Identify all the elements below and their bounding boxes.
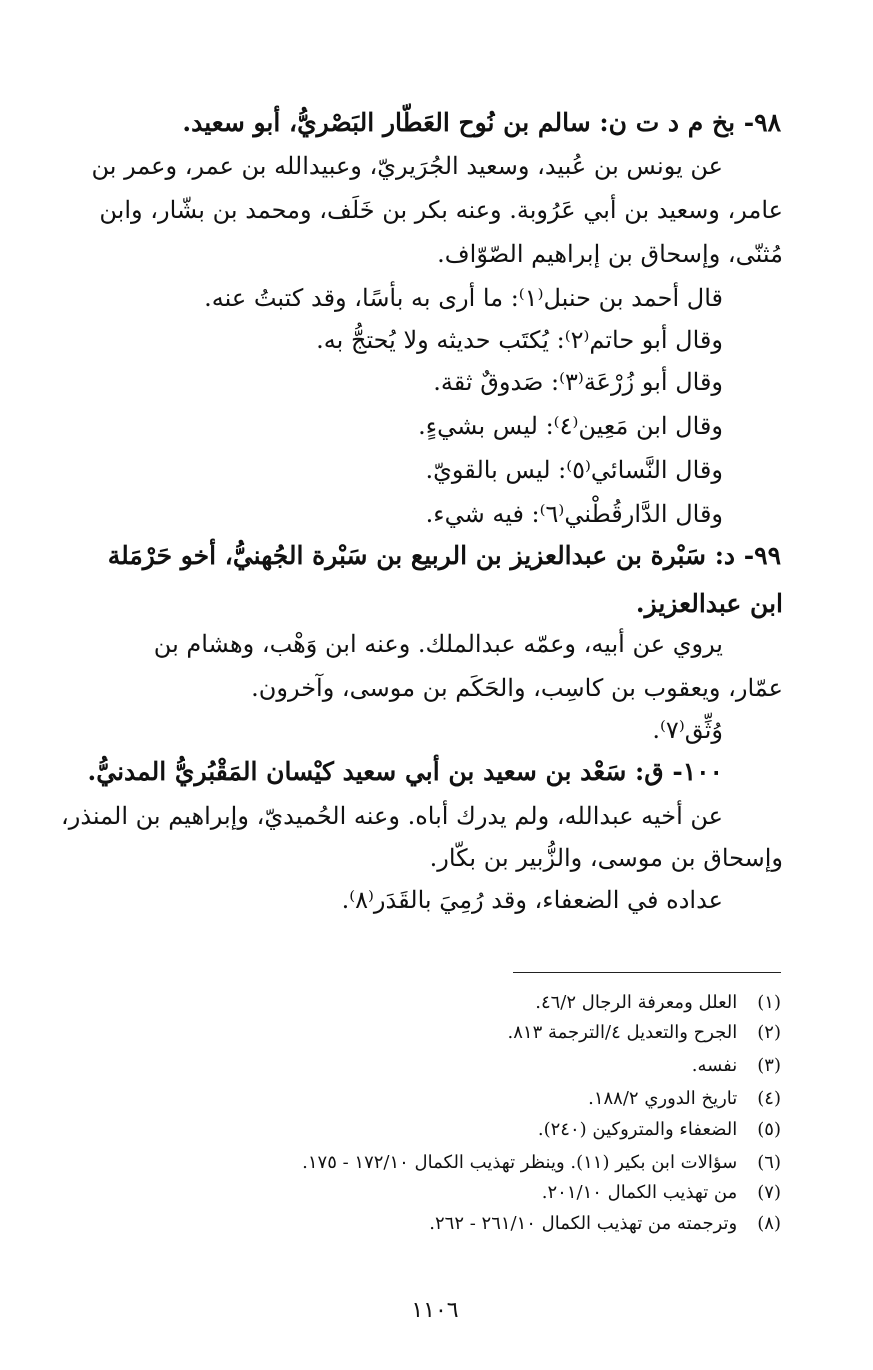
footnote-separator	[513, 972, 781, 973]
entry-98-line-2: عامر، وسعيد بن أبي عَرُوبة. وعنه بكر بن خَلَف، ومحمد بن بشّار، وابن	[99, 196, 783, 224]
entry-100-line-3: عداده في الضعفاء، وقد رُمِيَ بالقَدَر⁽٨⁾.	[341, 886, 723, 914]
footnote-text: الجرح والتعديل ٤/الترجمة ٨١٣.	[507, 1022, 738, 1043]
footnote-number: (٦)	[757, 1152, 781, 1173]
entry-99-line-2: عمّار، ويعقوب بن كاسِب، والحَكَم بن موسى، وآخرون.	[251, 674, 783, 702]
entry-98-quote-6: وقال الدَّارقُطْني⁽٦⁾: فيه شيء.	[425, 500, 723, 528]
footnote-item	[588, 1086, 781, 1112]
entry-98-quote-1: قال أحمد بن حنبل⁽١⁾: ما أرى به بأسًا، وقد كتبتُ عنه.	[204, 284, 723, 312]
footnote-item	[542, 1180, 781, 1206]
footnote-item	[692, 1053, 781, 1079]
entry-100-line-1: عن أخيه عبدالله، ولم يدرك أباه. وعنه الحُميديّ، وإبراهيم بن المنذر،	[60, 802, 723, 830]
entry-99-heading-2: ابن عبدالعزيز.	[635, 589, 783, 618]
footnote-text: سؤالات ابن بكير (١١). وينظر تهذيب الكمال ١٧٢/١٠ - ١٧٥.	[302, 1152, 738, 1173]
entry-98-quote-4: وقال ابن مَعِين⁽٤⁾: ليس بشيءٍ.	[418, 412, 723, 440]
entry-99-line-1: يروي عن أبيه، وعمّه عبدالملك. وعنه ابن وَهْب، وهشام بن	[153, 630, 723, 658]
page-number: ١١٠٦	[411, 1298, 459, 1323]
footnote-number: (٧)	[757, 1182, 781, 1203]
footnote-number: (٣)	[757, 1055, 781, 1076]
footnote-number: (١)	[757, 992, 781, 1013]
footnote-item	[429, 1211, 781, 1237]
entry-99-line-3: وُثِّق⁽٧⁾.	[652, 716, 723, 744]
entry-100-line-2: وإسحاق بن موسى، والزُّبير بن بكّار.	[429, 844, 783, 872]
footnote-item	[535, 990, 781, 1016]
footnote-text: وترجمته من تهذيب الكمال ٢٦١/١٠ - ٢٦٢.	[429, 1213, 738, 1234]
footnote-text: تاريخ الدوري ١٨٨/٢.	[588, 1088, 738, 1109]
footnote-number: (٢)	[757, 1022, 781, 1043]
entry-98-heading: ٩٨- بخ م د ت ن: سالم بن نُوح العَطّار البَصْريُّ، أبو سعيد.	[182, 108, 781, 137]
footnote-number: (٨)	[757, 1213, 781, 1234]
footnote-item	[508, 1020, 781, 1046]
footnote-text: الضعفاء والمتروكين (٢٤٠).	[537, 1119, 738, 1140]
footnote-item	[538, 1117, 781, 1143]
footnote-text: من تهذيب الكمال ٢٠١/١٠.	[541, 1182, 738, 1203]
entry-98-quote-3: وقال أبو زُرْعَة⁽٣⁾: صَدوقٌ ثقة.	[433, 368, 723, 396]
entry-98-quote-2: وقال أبو حاتم⁽٢⁾: يُكتَب حديثه ولا يُحتجُّ به.	[316, 326, 723, 354]
footnote-item	[302, 1150, 781, 1176]
entry-98-quote-5: وقال النَّسائي⁽٥⁾: ليس بالقويّ.	[425, 456, 723, 484]
entry-98-line-1: عن يونس بن عُبيد، وسعيد الجُرَيريّ، وعبيدالله بن عمر، وعمر بن	[91, 152, 723, 180]
footnote-number: (٥)	[757, 1119, 781, 1140]
footnote-number: (٤)	[757, 1088, 781, 1109]
footnote-text: العلل ومعرفة الرجال ٤٦/٢.	[535, 992, 738, 1013]
entry-98-line-3: مُثنّى، وإسحاق بن إبراهيم الصّوّاف.	[437, 240, 783, 268]
entry-100-heading: ١٠٠- ق: سَعْد بن سعيد بن أبي سعيد كيْسان المَقْبُريُّ المدنيُّ.	[87, 757, 723, 786]
footnote-text: نفسه.	[691, 1055, 738, 1076]
entry-99-heading-1: ٩٩- د: سَبْرة بن عبدالعزيز بن الربيع بن سَبْرة الجُهنيُّ، أخو حَرْمَلة	[107, 541, 781, 570]
